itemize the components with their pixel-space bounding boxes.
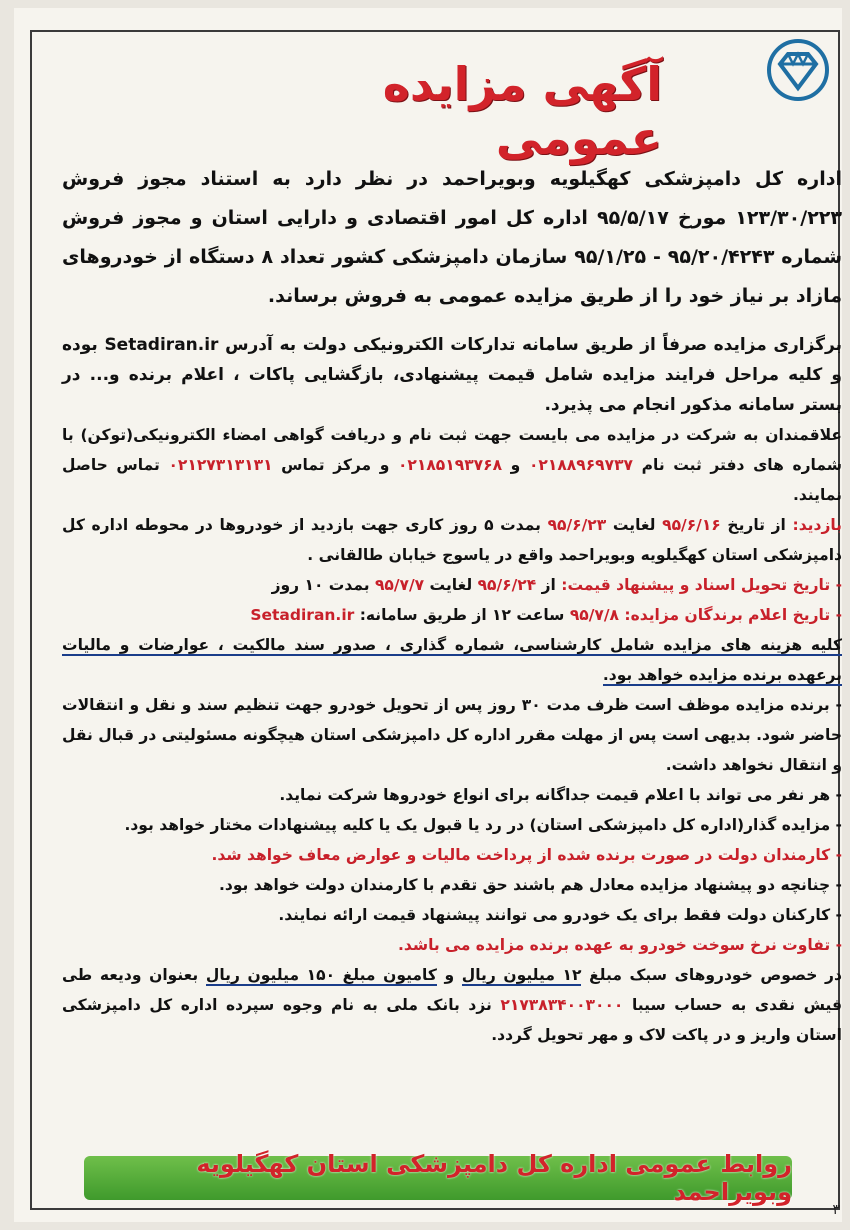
truck-deposit: کامیون مبلغ ۱۵۰ میلیون ریال: [205, 966, 437, 984]
list-item-red: - تفاوت نرخ سوخت خودرو به عهده برنده مزایده می باشد.: [398, 936, 842, 954]
list-item-red: - کارمندان دولت در صورت برنده شده از پرداخت مالیات و عوارض معاف خواهد شد.: [211, 846, 842, 864]
title-box: [242, 57, 662, 165]
registration-paragraph: علاقمندان به شرکت در مزایده می بایست جهت ثبت نام و دریافت گواهی امضاء الکترونیکی(توکن) با شماره های دفتر ثبت نام ۰۲۱۸۸۹۶۹۷۳۷ و ۰۲۱۸۵۱۹۳۷۶۸ و مرکز تماس ۰۲۱۲۷۳۱۳۱۳۱ تماس حاصل نمایند.: [62, 426, 843, 504]
intro-paragraph: اداره کل دامپزشکی کهگیلویه وبویراحمد در نظر دارد به استناد مجوز فروش ۱۲۳/۳۰/۲۲۳ مورخ ۹۵/۵/۱۷ اداره کل امور اقتصادی و دارایی استان و مجوز فروش شماره ۹۵/۲۰/۴۲۴۳ - ۹۵/۱/۲۵ سازمان دامپزشکی کشور تعداد ۸ دستگاه از خودروهای مازاد بر نیاز خود را از طریق مزایده عمومی به فروش برساند.: [62, 168, 843, 307]
list-item: - مزایده گذار(اداره کل دامپزشکی استان) در رد یا قبول یک یا کلیه پیشنهادات مختار خواهد بود.: [124, 816, 842, 834]
delivery-label: - تاریخ تحویل اسناد و پیشنهاد قیمت:: [561, 576, 842, 594]
delivery-end-date: ۹۵/۷/۷: [374, 576, 425, 594]
footer-text: روابط عمومی اداره کل دامپزشکی استان کهگیلویه وبویراحمد: [196, 1150, 792, 1206]
costs-paragraph: کلیه هزینه های مزایده شامل کارشناسی، شماره گذاری ، صدور سند مالکیت ، عوارضات و مالیات برعهده برنده مزایده خواهد بود.: [62, 636, 842, 684]
setad-link[interactable]: Setadiran.ir: [104, 335, 219, 355]
visit-end-date: ۹۵/۶/۲۳: [547, 516, 607, 534]
list-item: - برنده مزایده موظف است ظرف مدت ۳۰ روز پس از تحویل خودرو جهت تنظیم سند و نقل و انتقالات حاضر شود. بدیهی است پس از مهلت مقرر اداره کل دامپزشکی استان هیچگونه مسئولیتی در قبال نقل و انتقال نخواهد داشت.: [62, 696, 842, 774]
account-number: ۲۱۷۳۸۳۴۰۰۳۰۰۰: [500, 996, 624, 1014]
visit-start-date: ۹۵/۶/۱۶: [662, 516, 721, 534]
ad-frame: [30, 30, 843, 1210]
ad-body: [54, 160, 850, 1050]
delivery-start-date: ۹۵/۶/۲۴: [477, 576, 537, 594]
winners-line: - تاریخ اعلام برندگان مزایده: ۹۵/۷/۸ ساعت ۱۲ از طریق سامانه: Setadiran.ir: [250, 606, 842, 624]
setad-paragraph: برگزاری مزایده صرفاً از طریق سامانه تدارکات الکترونیکی دولت به آدرس Setadiran.ir بوده و کلیه مراحل فرایند مزایده شامل قیمت پیشنهادی، بازگشایی پاکات ، اعلام برنده و... در بستر سامانه مذکور انجام می پذیرد.: [62, 335, 843, 415]
phone-number-1: ۰۲۱۸۸۹۶۹۷۳۷: [528, 456, 634, 474]
visit-paragraph: بازدید: از تاریخ ۹۵/۶/۱۶ لغایت ۹۵/۶/۲۳ بمدت ۵ روز کاری جهت بازدید از خودروها در محوطه اداره کل دامپزشکی استان کهگیلویه وبویراحمد واقع در یاسوج خیابان طالقانی .: [62, 516, 843, 564]
diamond-logo-icon: [766, 38, 830, 102]
light-vehicle-deposit: ۱۲ میلیون ریال: [461, 966, 582, 984]
footer-band: [84, 1150, 792, 1206]
deposit-paragraph: در خصوص خودروهای سبک مبلغ ۱۲ میلیون ریال و کامیون مبلغ ۱۵۰ میلیون ریال بعنوان ودیعه طی فیش نقدی به حساب سیبا ۲۱۷۳۸۳۴۰۰۳۰۰۰ نزد بانک ملی به نام وجوه سپرده اداره کل دامپزشکی استان واریز و در پاکت لاک و مهر تحویل گردد.: [62, 966, 842, 1044]
list-item: - چنانچه دو پیشنهاد مزایده معادل هم باشند حق تقدم با کارمندان دولت خواهد بود.: [219, 876, 842, 894]
phone-number-2: ۰۲۱۸۵۱۹۳۷۶۸: [397, 456, 503, 474]
winners-site-link[interactable]: Setadiran.ir: [250, 606, 355, 624]
phone-number-3: ۰۲۱۲۷۳۱۳۱۳۱: [168, 456, 273, 474]
ad-title: آگهی مزایده عمومی: [382, 57, 662, 165]
visit-label: بازدید:: [792, 516, 843, 534]
newspaper-page: [14, 8, 842, 1222]
winners-date: ۹۵/۷/۸: [569, 606, 620, 624]
page-number: ۳: [832, 1202, 840, 1218]
winners-label: - تاریخ اعلام برندگان مزایده:: [624, 606, 842, 624]
list-item: - هر نفر می تواند با اعلام قیمت جداگانه برای انواع خودروها شرکت نماید.: [279, 786, 842, 804]
list-item: - کارکنان دولت فقط برای یک خودرو می توانند پیشنهاد قیمت ارائه نمایند.: [278, 906, 842, 924]
delivery-line: - تاریخ تحویل اسناد و پیشنهاد قیمت: از ۹۵/۶/۲۴ لغایت ۹۵/۷/۷ بمدت ۱۰ روز: [271, 576, 842, 594]
